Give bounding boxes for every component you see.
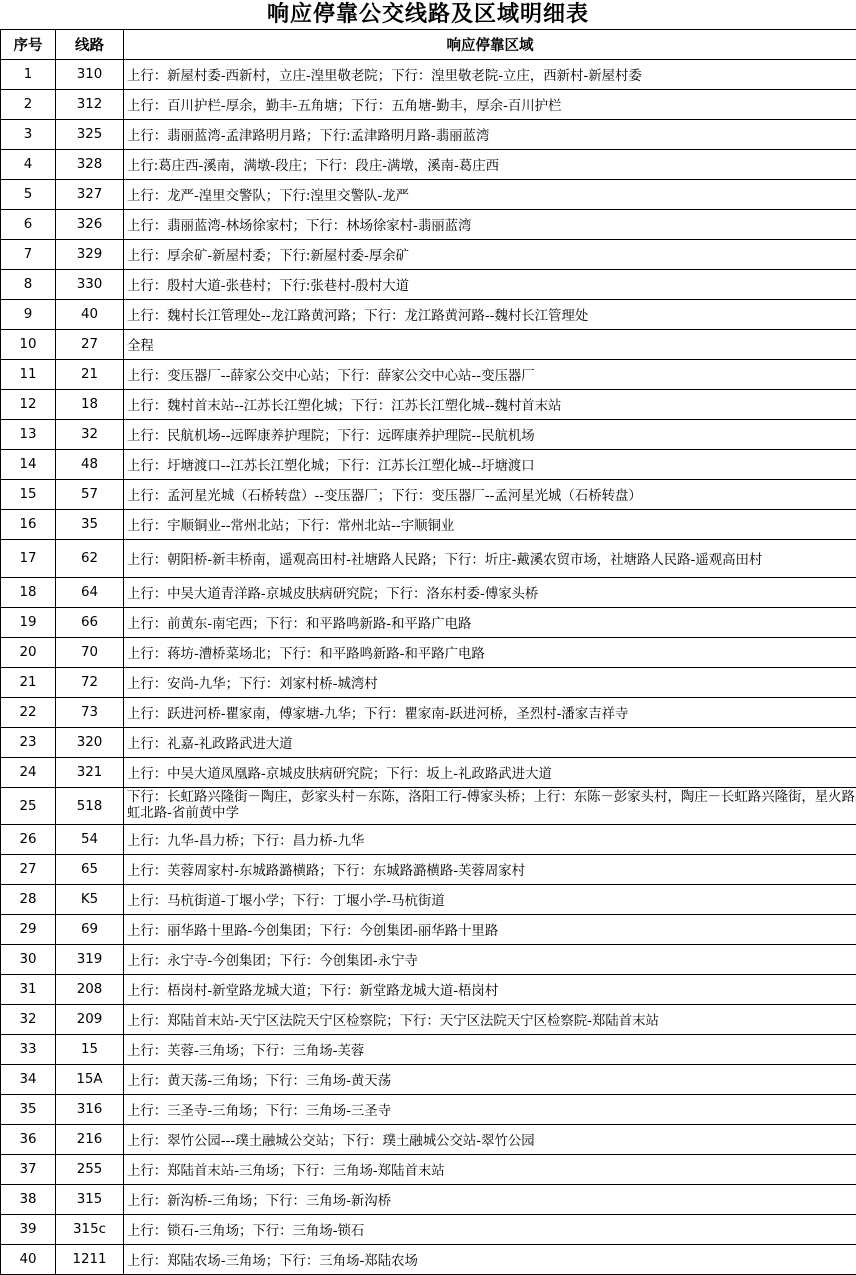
table-row — [1, 638, 856, 668]
row-seq: 32 — [1, 1005, 56, 1035]
header-line: 线路 — [56, 30, 124, 60]
row-line: 319 — [56, 945, 124, 975]
table-row — [1, 1035, 856, 1065]
row-line: 15A — [56, 1065, 124, 1095]
table-row — [1, 210, 856, 240]
row-line: 315c — [56, 1215, 124, 1245]
table-row — [1, 825, 856, 855]
row-seq: 15 — [1, 480, 56, 510]
row-seq: 9 — [1, 300, 56, 330]
row-line: 70 — [56, 638, 124, 668]
row-line: 18 — [56, 390, 124, 420]
row-area: 上行：新屋村委-西新村，立庄-湟里敬老院；下行：湟里敬老院-立庄，西新村-新屋村委 — [124, 60, 856, 90]
page-title: 响应停靠公交线路及区域明细表 — [0, 0, 856, 29]
row-line: 73 — [56, 698, 124, 728]
row-line: 15 — [56, 1035, 124, 1065]
row-line: 57 — [56, 480, 124, 510]
row-line: 32 — [56, 420, 124, 450]
row-seq: 18 — [1, 578, 56, 608]
row-line: 255 — [56, 1155, 124, 1185]
row-line: 66 — [56, 608, 124, 638]
table-row — [1, 975, 856, 1005]
row-seq: 21 — [1, 668, 56, 698]
table-row — [1, 150, 856, 180]
table-row — [1, 390, 856, 420]
row-seq: 14 — [1, 450, 56, 480]
row-area: 上行：芙蓉-三角场；下行：三角场-芙蓉 — [124, 1035, 856, 1065]
row-area: 上行：魏村长江管理处--龙江路黄河路；下行：龙江路黄河路--魏村长江管理处 — [124, 300, 856, 330]
row-line: 518 — [56, 788, 124, 825]
row-seq: 26 — [1, 825, 56, 855]
bus-line-table — [0, 29, 856, 1275]
row-line: 312 — [56, 90, 124, 120]
row-seq: 8 — [1, 270, 56, 300]
row-area: 上行：中吴大道青洋路-京城皮肤病研究院；下行：洛东村委-傅家头桥 — [124, 578, 856, 608]
row-line: 329 — [56, 240, 124, 270]
table-row — [1, 885, 856, 915]
table-row — [1, 450, 856, 480]
row-line: 208 — [56, 975, 124, 1005]
table-row — [1, 1065, 856, 1095]
table-row — [1, 330, 856, 360]
row-area: 上行：郑陆农场-三角场；下行：三角场-郑陆农场 — [124, 1245, 856, 1275]
row-area: 上行：马杭街道-丁堰小学；下行：丁堰小学-马杭街道 — [124, 885, 856, 915]
row-area: 上行：梧岗村-新堂路龙城大道；下行：新堂路龙城大道-梧岗村 — [124, 975, 856, 1005]
row-seq: 39 — [1, 1215, 56, 1245]
table-row — [1, 510, 856, 540]
table-row — [1, 915, 856, 945]
row-seq: 24 — [1, 758, 56, 788]
table-row — [1, 1185, 856, 1215]
row-seq: 28 — [1, 885, 56, 915]
row-seq: 29 — [1, 915, 56, 945]
row-line: 321 — [56, 758, 124, 788]
row-line: 62 — [56, 540, 124, 578]
header-seq: 序号 — [1, 30, 56, 60]
row-seq: 34 — [1, 1065, 56, 1095]
row-line: 27 — [56, 330, 124, 360]
table-row — [1, 1155, 856, 1185]
table-row — [1, 578, 856, 608]
table-row — [1, 90, 856, 120]
row-seq: 16 — [1, 510, 56, 540]
row-line: 65 — [56, 855, 124, 885]
row-line: 1211 — [56, 1245, 124, 1275]
table-row — [1, 1005, 856, 1035]
table-header-row — [1, 30, 856, 60]
table-row — [1, 698, 856, 728]
table-row — [1, 1095, 856, 1125]
row-area: 上行：孟河星光城（石桥转盘）--变压器厂；下行：变压器厂--孟河星光城（石桥转盘） — [124, 480, 856, 510]
row-area: 上行：郑陆首末站-三角场；下行：三角场-郑陆首末站 — [124, 1155, 856, 1185]
row-area: 上行：芙蓉周家村-东城路潞横路；下行：东城路潞横路-芙蓉周家村 — [124, 855, 856, 885]
row-area: 上行：翡丽蓝湾-林场徐家村；下行：林场徐家村-翡丽蓝湾 — [124, 210, 856, 240]
row-area: 上行：宇顺铜业--常州北站；下行：常州北站--宇顺铜业 — [124, 510, 856, 540]
table-row — [1, 1215, 856, 1245]
row-area: 全程 — [124, 330, 856, 360]
row-seq: 27 — [1, 855, 56, 885]
row-seq: 31 — [1, 975, 56, 1005]
table-body — [1, 60, 856, 1275]
row-area: 上行：圩塘渡口--江苏长江塑化城；下行：江苏长江塑化城--圩塘渡口 — [124, 450, 856, 480]
row-seq: 5 — [1, 180, 56, 210]
table-row — [1, 270, 856, 300]
row-area: 上行：变压器厂--薛家公交中心站；下行：薛家公交中心站--变压器厂 — [124, 360, 856, 390]
row-seq: 13 — [1, 420, 56, 450]
row-area: 下行：长虹路兴隆街－陶庄，彭家头村－东陈，洛阳工行-傅家头桥；上行：东陈－彭家头村，陶庄－长虹路兴隆街，星火路虹北路-省前黄中学 — [124, 788, 856, 825]
row-seq: 25 — [1, 788, 56, 825]
row-area: 上行：黄天荡-三角场；下行：三角场-黄天荡 — [124, 1065, 856, 1095]
row-line: 320 — [56, 728, 124, 758]
row-line: 54 — [56, 825, 124, 855]
row-seq: 40 — [1, 1245, 56, 1275]
row-area: 上行：九华-昌力桥；下行：昌力桥-九华 — [124, 825, 856, 855]
table-row — [1, 120, 856, 150]
row-line: 64 — [56, 578, 124, 608]
row-seq: 3 — [1, 120, 56, 150]
row-seq: 37 — [1, 1155, 56, 1185]
row-line: 48 — [56, 450, 124, 480]
table-row — [1, 60, 856, 90]
row-seq: 7 — [1, 240, 56, 270]
row-seq: 23 — [1, 728, 56, 758]
row-line: 330 — [56, 270, 124, 300]
row-line: 21 — [56, 360, 124, 390]
row-line: 310 — [56, 60, 124, 90]
table-row — [1, 945, 856, 975]
table-row — [1, 668, 856, 698]
row-area: 上行：新沟桥-三角场；下行：三角场-新沟桥 — [124, 1185, 856, 1215]
row-area: 上行：翡丽蓝湾-孟津路明月路；下行:孟津路明月路-翡丽蓝湾 — [124, 120, 856, 150]
row-area: 上行:葛庄西-溪南，满墩-段庄；下行：段庄-满墩，溪南-葛庄西 — [124, 150, 856, 180]
table-row — [1, 728, 856, 758]
row-area: 上行：朝阳桥-新丰桥南，遥观高田村-社塘路人民路；下行：圻庄-戴溪农贸市场，社塘路人民路-遥观高田村 — [124, 540, 856, 578]
table-row — [1, 608, 856, 638]
row-seq: 11 — [1, 360, 56, 390]
row-area: 上行：中吴大道凤凰路-京城皮肤病研究院；下行：坂上-礼政路武进大道 — [124, 758, 856, 788]
table-row — [1, 758, 856, 788]
row-area: 上行：百川护栏-厚余，勤丰-五角塘；下行：五角塘-勤丰，厚余-百川护栏 — [124, 90, 856, 120]
row-line: 69 — [56, 915, 124, 945]
row-seq: 35 — [1, 1095, 56, 1125]
row-line: 216 — [56, 1125, 124, 1155]
row-area: 上行：民航机场--远晖康养护理院；下行：远晖康养护理院--民航机场 — [124, 420, 856, 450]
row-area: 上行：龙严-湟里交警队；下行:湟里交警队-龙严 — [124, 180, 856, 210]
table-row — [1, 1125, 856, 1155]
row-seq: 22 — [1, 698, 56, 728]
row-line: K5 — [56, 885, 124, 915]
row-line: 40 — [56, 300, 124, 330]
row-area: 上行：跃进河桥-瞿家南，傅家塘-九华；下行：瞿家南-跃进河桥，圣烈村-潘家吉祥寺 — [124, 698, 856, 728]
table-row — [1, 855, 856, 885]
row-line: 35 — [56, 510, 124, 540]
header-area: 响应停靠区域 — [124, 30, 856, 60]
row-seq: 10 — [1, 330, 56, 360]
row-area: 上行：礼嘉-礼政路武进大道 — [124, 728, 856, 758]
table-row — [1, 240, 856, 270]
table-row — [1, 1245, 856, 1275]
row-area: 上行：丽华路十里路-今创集团；下行：今创集团-丽华路十里路 — [124, 915, 856, 945]
row-seq: 19 — [1, 608, 56, 638]
row-area: 上行：郑陆首末站-天宁区法院天宁区检察院；下行：天宁区法院天宁区检察院-郑陆首末站 — [124, 1005, 856, 1035]
row-line: 326 — [56, 210, 124, 240]
row-area: 上行：前黄东-南宅西；下行：和平路鸣新路-和平路广电路 — [124, 608, 856, 638]
row-area: 上行：安尚-九华；下行：刘家村桥-城湾村 — [124, 668, 856, 698]
table-row — [1, 180, 856, 210]
table-row — [1, 420, 856, 450]
row-line: 316 — [56, 1095, 124, 1125]
row-area: 上行：锁石-三角场；下行：三角场-锁石 — [124, 1215, 856, 1245]
row-seq: 38 — [1, 1185, 56, 1215]
row-seq: 20 — [1, 638, 56, 668]
table-row — [1, 300, 856, 330]
table-row — [1, 540, 856, 578]
row-area: 上行：翠竹公园---璞土融城公交站；下行：璞土融城公交站-翠竹公园 — [124, 1125, 856, 1155]
row-area: 上行：厚余矿-新屋村委；下行:新屋村委-厚余矿 — [124, 240, 856, 270]
row-seq: 12 — [1, 390, 56, 420]
table-row — [1, 480, 856, 510]
row-seq: 33 — [1, 1035, 56, 1065]
table-row — [1, 360, 856, 390]
row-seq: 17 — [1, 540, 56, 578]
row-area: 上行：永宁寺-今创集团；下行：今创集团-永宁寺 — [124, 945, 856, 975]
row-area: 上行：蒋坊-漕桥菜场北；下行：和平路鸣新路-和平路广电路 — [124, 638, 856, 668]
row-seq: 2 — [1, 90, 56, 120]
row-area: 上行：三圣寺-三角场；下行：三角场-三圣寺 — [124, 1095, 856, 1125]
table-row — [1, 788, 856, 825]
row-line: 327 — [56, 180, 124, 210]
row-line: 325 — [56, 120, 124, 150]
row-seq: 6 — [1, 210, 56, 240]
row-seq: 30 — [1, 945, 56, 975]
row-area: 上行：殷村大道-张巷村；下行:张巷村-殷村大道 — [124, 270, 856, 300]
row-line: 328 — [56, 150, 124, 180]
row-area: 上行：魏村首末站--江苏长江塑化城；下行：江苏长江塑化城--魏村首末站 — [124, 390, 856, 420]
row-seq: 1 — [1, 60, 56, 90]
row-line: 315 — [56, 1185, 124, 1215]
row-line: 209 — [56, 1005, 124, 1035]
row-line: 72 — [56, 668, 124, 698]
row-seq: 36 — [1, 1125, 56, 1155]
row-seq: 4 — [1, 150, 56, 180]
